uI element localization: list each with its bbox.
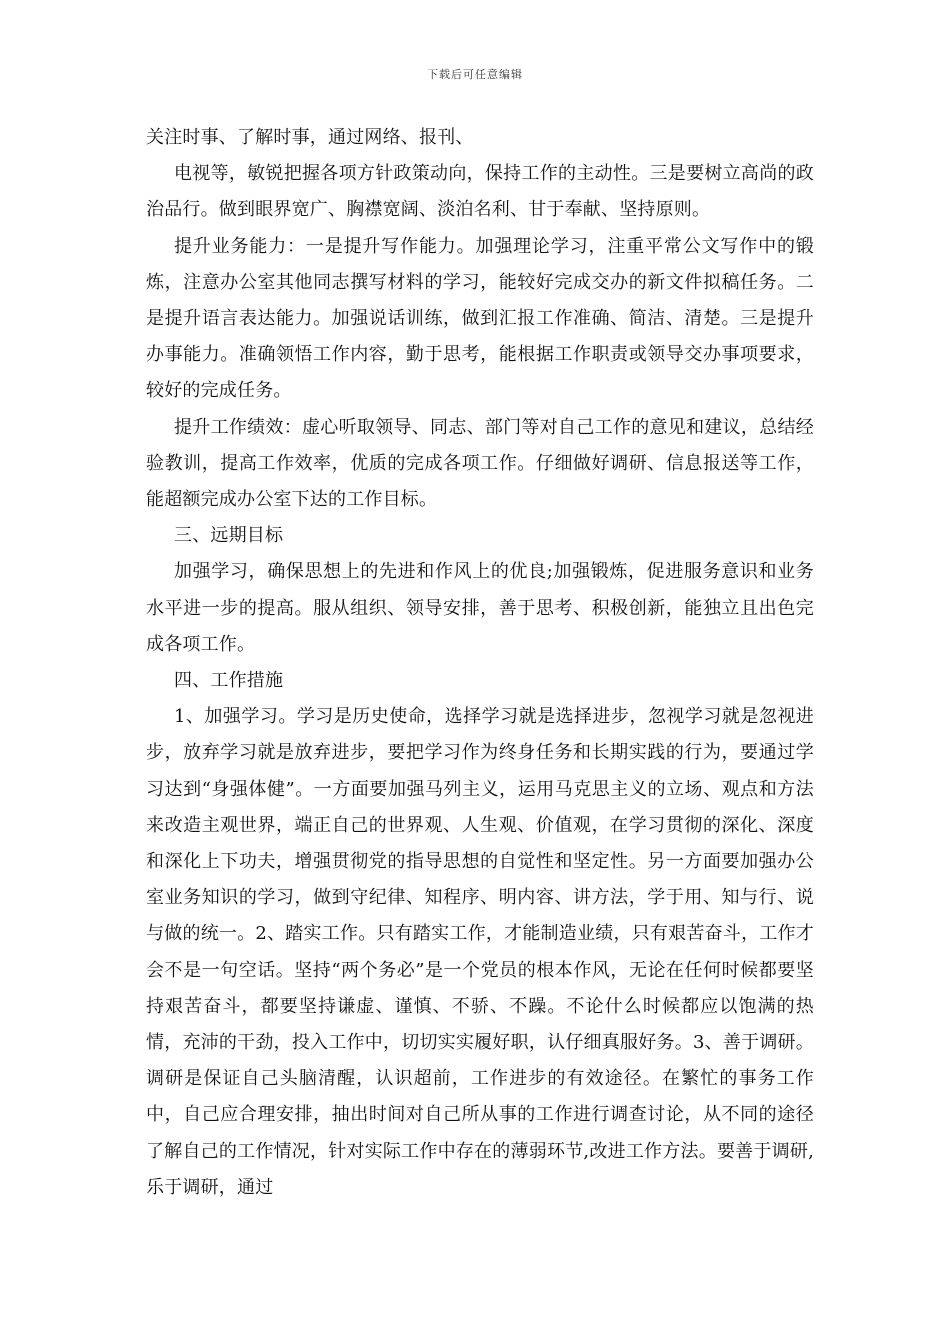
section-heading: 四、工作措施 [174, 670, 284, 692]
paragraph: 关注时事、了解时事，通过网络、报刊、 [146, 127, 474, 148]
paragraph: 提升工作绩效：虚心听取领导、同志、部门等对自己工作的意见和建议，总结经验教训，提高工作效率，优质的完成各项工作。仔细做好调研、信息报送等工作，能超额完成办公室下达的工作目标。 [146, 416, 814, 511]
page-header: 下载后可任意编辑 [427, 68, 523, 81]
paragraph: 提升业务能力：一是提升写作能力。加强理论学习，注重平常公文写作中的锻炼，注意办公室其他同志撰写材料的学习，能较好完成交办的新文件拟稿任务。二是提升语言表达能力。加强说话训练，做到汇报工作准确、简洁、清楚。三是提升办事能力。准确领悟工作内容，勤于思考，能根据工作职责或领导交办事项要求，较好的完成任务。 [146, 235, 814, 402]
paragraph: 电视等，敏锐把握各项方针政策动向，保持工作的主动性。三是要树立高尚的政治品行。做到眼界宽广、胸襟宽阔、淡泊名利、甘于奉献、坚持原则。 [146, 163, 814, 221]
paragraph: 加强学习，确保思想上的先进和作风上的优良;加强锻炼，促进服务意识和业务水平进一步的提高。服从组织、领导安排，善于思考、积极创新，能独立且出色完成各项工作。 [146, 561, 814, 655]
document-body [146, 120, 814, 1206]
paragraph: 1、加强学习。学习是历史使命，选择学习就是选择进步，忽视学习就是忽视进步，放弃学习就是放弃进步，要把学习作为终身任务和长期实践的行为，要通过学习达到“身强体健”。一方面要加强马列主义，运用马克思主义的立场、观点和方法来改造主观世界，端正自己的世界观、人生观、价值观，在学习贯彻的深化、深度和深化上下功夫，增强贯彻党的指导思想的自觉性和坚定性。另一方面要加强办公室业务知识的学习，做到守纪律、知程序、明内容、讲方法，学于用、知与行、说与做的统一。2、踏实工作。只有踏实工作，才能制造业绩，只有艰苦奋斗，工作才会不是一句空话。坚持“两个务必”是一个党员的根本作风，无论在任何时候都要坚持艰苦奋斗，都要坚持谦虚、谨慎、不骄、不躁。不论什么时候都应以饱满的热情，充沛的干劲，投入工作中，切切实实履好职，认仔细真服好务。3、善于调研。调研是保证自己头脑清醒，认识超前，工作进步的有效途径。在繁忙的事务工作中，自己应合理安排，抽出时间对自己所从事的工作进行调查讨论，从不同的途径了解自己的工作情况，针对实际工作中存在的薄弱环节,改进工作方法。要善于调研,乐于调研，通过 [146, 706, 814, 1198]
section-heading: 三、远期目标 [174, 525, 284, 547]
